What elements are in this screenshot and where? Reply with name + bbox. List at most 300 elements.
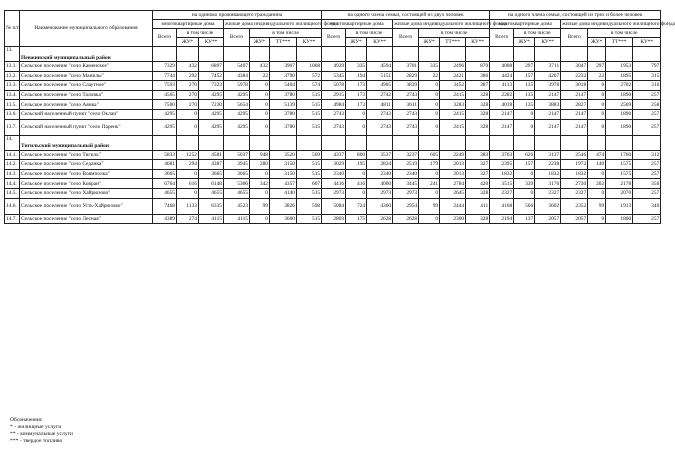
value-cell: 173 xyxy=(346,90,367,100)
value-cell: 6148 xyxy=(199,179,224,189)
value-cell: 339 xyxy=(514,179,535,189)
value-cell: 515 xyxy=(297,160,322,170)
empty-cell xyxy=(561,47,588,62)
empty-cell xyxy=(177,47,199,62)
value-cell: 0 xyxy=(514,119,535,135)
value-cell: 515 xyxy=(297,188,322,198)
value-cell: 173 xyxy=(346,81,367,91)
value-cell: 2194 xyxy=(490,214,514,224)
value-cell: 0 xyxy=(588,109,606,119)
value-cell: 335 xyxy=(346,62,367,72)
value-cell: 3520 xyxy=(270,150,297,160)
header-zhu: ЖУ* xyxy=(346,38,367,47)
value-cell: 4929 xyxy=(322,62,346,72)
value-cell: 297 xyxy=(514,62,535,72)
value-cell: 0 xyxy=(588,90,606,100)
value-cell: 0 xyxy=(346,169,367,179)
value-cell: 7323 xyxy=(199,81,224,91)
value-cell: 7329 xyxy=(153,62,177,72)
value-cell: 335 xyxy=(419,62,440,72)
document-page xyxy=(4,10,675,444)
empty-cell xyxy=(588,47,606,62)
value-cell: 312 xyxy=(633,150,661,160)
value-cell: 3839 xyxy=(393,81,419,91)
note-item: * - жилищные услуги xyxy=(10,424,62,430)
value-cell: 0 xyxy=(419,100,440,110)
value-cell: 2178 xyxy=(606,179,633,189)
value-cell: 800 xyxy=(346,150,367,160)
value-cell: 1133 xyxy=(177,198,199,214)
value-cell: 572 xyxy=(297,71,322,81)
value-cell: 515 xyxy=(297,119,322,135)
value-cell: 598 xyxy=(297,198,322,214)
header-incl: в том числе xyxy=(419,29,490,38)
value-cell: 724 xyxy=(346,198,367,214)
value-cell: 2340 xyxy=(322,169,346,179)
header-ku: КУ** xyxy=(199,38,224,47)
value-cell: 4008 xyxy=(490,62,514,72)
value-cell: 3018 xyxy=(561,81,588,91)
value-cell: 2973 xyxy=(367,188,393,198)
value-cell: 3826 xyxy=(270,198,297,214)
row-code: 13.7. xyxy=(5,119,20,135)
table-row xyxy=(5,198,661,214)
value-cell: 0 xyxy=(514,169,535,179)
row-code: 14.4. xyxy=(5,179,20,189)
row-code: 13.6. xyxy=(5,109,20,119)
header-total: Всего xyxy=(224,29,250,47)
value-cell: 4295 xyxy=(199,109,224,119)
value-cell: 3283 xyxy=(440,100,466,110)
value-cell: 274 xyxy=(177,214,199,224)
value-cell: 383 xyxy=(466,150,490,160)
value-cell: 2742 xyxy=(367,90,393,100)
value-cell: 5978 xyxy=(224,81,250,91)
value-cell: 4565 xyxy=(153,90,177,100)
value-cell: 294 xyxy=(177,160,199,170)
value-cell: 2147 xyxy=(535,119,561,135)
empty-cell xyxy=(561,135,588,150)
value-cell: 202 xyxy=(588,179,606,189)
value-cell: 3445 xyxy=(393,179,419,189)
value-cell: 1832 xyxy=(490,169,514,179)
value-cell: 7500 xyxy=(153,100,177,110)
table-row xyxy=(5,62,661,72)
value-cell: 179 xyxy=(419,160,440,170)
value-cell: 0 xyxy=(250,188,270,198)
header-ku: КУ** xyxy=(633,38,661,47)
value-cell: 1832 xyxy=(535,169,561,179)
header-ku: КУ** xyxy=(367,38,393,47)
row-code: 14.6. xyxy=(5,198,20,214)
row-name: Сельское поселение "село Аянка" xyxy=(20,100,153,110)
value-cell: 2057 xyxy=(535,214,561,224)
header-incl: в том числе xyxy=(250,29,322,38)
value-cell: 5404 xyxy=(270,81,297,91)
value-cell: 0 xyxy=(177,119,199,135)
empty-cell xyxy=(419,47,440,62)
value-cell: 3150 xyxy=(270,169,297,179)
value-cell: 2421 xyxy=(440,71,466,81)
value-cell: 2628 xyxy=(393,214,419,224)
value-cell: 3237 xyxy=(393,150,419,160)
value-cell: 157 xyxy=(514,71,535,81)
value-cell: 316 xyxy=(633,81,661,91)
value-cell: 5078 xyxy=(322,81,346,91)
value-cell: 4360 xyxy=(367,198,393,214)
value-cell: 3047 xyxy=(561,62,588,72)
empty-cell xyxy=(633,135,661,150)
value-cell: 1913 xyxy=(606,198,633,214)
value-cell: 328 xyxy=(466,188,490,198)
value-cell: 3978 xyxy=(535,81,561,91)
empty-cell xyxy=(367,47,393,62)
value-cell: 515 xyxy=(297,169,322,179)
table-row xyxy=(5,169,661,179)
value-cell: 574 xyxy=(297,81,322,91)
value-cell: 5037 xyxy=(224,150,250,160)
row-name: Сельское поселение "село Усть-Хайрюзово" xyxy=(20,198,153,214)
table-body xyxy=(5,47,661,224)
header-zhu: ЖУ* xyxy=(588,38,606,47)
value-cell: 328 xyxy=(466,100,490,110)
value-cell: 1890 xyxy=(606,109,633,119)
value-cell: 432 xyxy=(177,62,199,72)
value-cell: 2013 xyxy=(440,160,466,170)
legend-notes xyxy=(10,417,73,445)
value-cell: 4984 xyxy=(322,100,346,110)
empty-cell xyxy=(199,135,224,150)
empty-cell xyxy=(466,135,490,150)
value-cell: 2973 xyxy=(322,188,346,198)
value-cell: 2147 xyxy=(561,90,588,100)
header-total: Всего xyxy=(153,29,177,47)
row-name: Сельское поселение "село Лесная" xyxy=(20,214,153,224)
value-cell: 4295 xyxy=(224,90,250,100)
empty-cell xyxy=(322,47,346,62)
value-cell: 0 xyxy=(588,100,606,110)
table-row xyxy=(5,160,661,170)
value-cell: 4655 xyxy=(199,188,224,198)
value-cell: 257 xyxy=(633,90,661,100)
empty-cell xyxy=(440,135,466,150)
value-cell: 99 xyxy=(250,198,270,214)
value-cell: 327 xyxy=(466,169,490,179)
row-code: 14.2. xyxy=(5,160,20,170)
row-name: Сельское поселение "село Каменское" xyxy=(20,62,153,72)
empty-cell xyxy=(199,47,224,62)
empty-cell xyxy=(177,135,199,150)
value-cell: 135 xyxy=(514,90,535,100)
row-code: 13.1. xyxy=(5,62,20,72)
value-cell: 0 xyxy=(250,169,270,179)
header-zhu: ЖУ* xyxy=(514,38,535,47)
value-cell: 2282 xyxy=(490,90,514,100)
row-code: 13.4. xyxy=(5,90,20,100)
empty-cell xyxy=(393,47,419,62)
value-cell: 0 xyxy=(514,109,535,119)
region-row xyxy=(5,47,661,62)
header-incl: в том числе xyxy=(514,29,561,38)
value-cell: 2147 xyxy=(561,119,588,135)
value-cell: 4655 xyxy=(153,188,177,198)
value-cell: 4337 xyxy=(322,150,346,160)
value-cell: 4115 xyxy=(224,214,250,224)
value-cell: 4140 xyxy=(270,188,297,198)
value-cell: 797 xyxy=(633,62,661,72)
value-cell: 2743 xyxy=(322,119,346,135)
empty-cell xyxy=(224,47,250,62)
value-cell: 2702 xyxy=(606,81,633,91)
empty-cell xyxy=(440,47,466,62)
header-izhs-2: жилые дома индивидуального жилищного фонда xyxy=(394,20,507,27)
value-cell: 195 xyxy=(346,160,367,170)
value-cell: 257 xyxy=(633,119,661,135)
value-cell: 2415 xyxy=(440,90,466,100)
value-cell: 4905 xyxy=(367,81,393,91)
value-cell: 173 xyxy=(346,100,367,110)
table-row xyxy=(5,119,661,135)
header-total: Всего xyxy=(322,29,346,47)
value-cell: 22 xyxy=(588,71,606,81)
empty-cell xyxy=(297,47,322,62)
empty-cell xyxy=(535,47,561,62)
header-zhu: ЖУ* xyxy=(177,38,199,47)
value-cell: 1760 xyxy=(606,150,633,160)
value-cell: 4267 xyxy=(535,71,561,81)
value-cell: 257 xyxy=(633,109,661,119)
value-cell: 2340 xyxy=(393,169,419,179)
table-row xyxy=(5,214,661,224)
header-tt: ТТ*** xyxy=(606,38,633,47)
row-name: Сельское поселение "село Воямполка" xyxy=(20,169,153,179)
value-cell: 99 xyxy=(588,198,606,214)
empty-cell xyxy=(490,135,514,150)
value-cell: 328 xyxy=(466,214,490,224)
value-cell: 0 xyxy=(588,214,606,224)
value-cell: 474 xyxy=(588,150,606,160)
value-cell: 2645 xyxy=(440,188,466,198)
value-cell: 1575 xyxy=(606,169,633,179)
value-cell: 0 xyxy=(419,119,440,135)
empty-cell xyxy=(606,135,633,150)
value-cell: 2915 xyxy=(322,90,346,100)
value-cell: 5833 xyxy=(153,150,177,160)
row-code: 13.5. xyxy=(5,100,20,110)
value-cell: 948 xyxy=(250,150,270,160)
value-cell: 99 xyxy=(419,198,440,214)
value-cell: 0 xyxy=(419,188,440,198)
value-cell: 2973 xyxy=(393,188,419,198)
value-cell: 2743 xyxy=(393,90,419,100)
header-group3: на одного члена семьи, состоящей из трех и более человек xyxy=(490,11,661,20)
value-cell: 257 xyxy=(633,169,661,179)
value-cell: 7744 xyxy=(153,71,177,81)
value-cell: 342 xyxy=(250,179,270,189)
value-cell: 135 xyxy=(514,81,535,91)
empty-cell xyxy=(270,135,297,150)
header-total: Всего xyxy=(561,29,588,47)
value-cell: 2327 xyxy=(490,188,514,198)
value-cell: 2147 xyxy=(535,90,561,100)
value-cell: 3945 xyxy=(224,160,250,170)
value-cell: 2352 xyxy=(561,198,588,214)
value-cell: 0 xyxy=(177,169,199,179)
value-cell: 2444 xyxy=(440,198,466,214)
value-cell: 1895 xyxy=(606,71,633,81)
value-cell: 2743 xyxy=(322,109,346,119)
header-total: Всего xyxy=(393,29,419,47)
empty-cell xyxy=(606,47,633,62)
empty-cell xyxy=(153,135,177,150)
empty-cell xyxy=(393,135,419,150)
table-row xyxy=(5,188,661,198)
value-cell: 4295 xyxy=(199,119,224,135)
table-row xyxy=(5,71,661,81)
value-cell: 420 xyxy=(466,179,490,189)
value-cell: 2249 xyxy=(440,150,466,160)
header-name: Наименование муниципального образования xyxy=(20,11,153,47)
value-cell: 0 xyxy=(250,90,270,100)
value-cell: 2496 xyxy=(440,62,466,72)
header-group1: на одиноко проживающего гражданина xyxy=(153,11,322,20)
value-cell: 0 xyxy=(250,109,270,119)
value-cell: 2300 xyxy=(440,214,466,224)
value-cell: 4295 xyxy=(224,119,250,135)
empty-cell xyxy=(270,47,297,62)
row-name: Сельское поселение "село Таловка" xyxy=(20,90,153,100)
value-cell: 1800 xyxy=(606,214,633,224)
value-cell: 0 xyxy=(514,188,535,198)
tariff-table xyxy=(4,10,675,224)
row-code: 13.3. xyxy=(5,81,20,91)
header-tt: ТТ*** xyxy=(270,38,297,47)
value-cell: 4416 xyxy=(322,179,346,189)
header-izhs-3: жилые дома индивидуального жилищного фонда xyxy=(562,20,675,27)
notes-title: Обозначения: xyxy=(10,417,43,423)
value-cell: 0 xyxy=(419,81,440,91)
value-cell: 386 xyxy=(466,71,490,81)
value-cell: 6897 xyxy=(199,62,224,72)
value-cell: 0 xyxy=(346,119,367,135)
empty-cell xyxy=(153,47,177,62)
value-cell: 2057 xyxy=(561,214,588,224)
value-cell: 3602 xyxy=(535,198,561,214)
empty-cell xyxy=(633,47,661,62)
value-cell: 258 xyxy=(633,100,661,110)
empty-cell xyxy=(224,135,250,150)
empty-cell xyxy=(346,135,367,150)
value-cell: 605 xyxy=(419,150,440,160)
value-cell: 350 xyxy=(633,179,661,189)
value-cell: 4681 xyxy=(153,160,177,170)
value-cell: 4384 xyxy=(224,71,250,81)
value-cell: 3780 xyxy=(270,109,297,119)
value-cell: 3176 xyxy=(535,179,561,189)
row-name: Сельский населенный пункт "село Оклан" xyxy=(20,109,153,119)
value-cell: 515 xyxy=(297,214,322,224)
value-cell: 3711 xyxy=(535,62,561,72)
value-cell: 2070 xyxy=(606,188,633,198)
row-code: 14.1. xyxy=(5,150,20,160)
region-code: 13. xyxy=(5,47,20,62)
value-cell: 1068 xyxy=(297,62,322,72)
empty-cell xyxy=(466,47,490,62)
value-cell: 515 xyxy=(297,90,322,100)
value-cell: 1890 xyxy=(606,90,633,100)
note-item: ** - коммунальные услуги xyxy=(10,431,73,437)
header-ku: КУ** xyxy=(297,38,322,47)
value-cell: 4523 xyxy=(224,198,250,214)
value-cell: 2013 xyxy=(440,169,466,179)
value-cell: 569 xyxy=(297,150,322,160)
value-cell: 6764 xyxy=(153,179,177,189)
empty-cell xyxy=(588,135,606,150)
empty-cell xyxy=(514,135,535,150)
header-tt: ТТ*** xyxy=(440,38,466,47)
value-cell: 0 xyxy=(346,188,367,198)
value-cell: 2546 xyxy=(561,150,588,160)
value-cell: 4113 xyxy=(490,81,514,91)
value-cell: 328 xyxy=(466,109,490,119)
value-cell: 3611 xyxy=(393,100,419,110)
value-cell: 616 xyxy=(177,179,199,189)
value-cell: 3780 xyxy=(270,90,297,100)
value-cell: 2743 xyxy=(367,119,393,135)
header-mkd-1: многоквартирные дома xyxy=(153,20,224,29)
value-cell: 2519 xyxy=(393,160,419,170)
value-cell: 327 xyxy=(466,160,490,170)
header-group2: на одного члена семьи, состоящей из двух человек xyxy=(322,11,490,20)
value-cell: 2340 xyxy=(367,169,393,179)
row-name: Сельское поселение "село Ковран" xyxy=(20,179,153,189)
value-cell: 432 xyxy=(250,62,270,72)
value-cell: 175 xyxy=(346,214,367,224)
value-cell: 292 xyxy=(177,71,199,81)
value-cell: 515 xyxy=(297,100,322,110)
value-cell: 0 xyxy=(588,169,606,179)
value-cell: 3537 xyxy=(367,150,393,160)
value-cell: 2628 xyxy=(367,214,393,224)
value-cell: 5345 xyxy=(322,71,346,81)
value-cell: 4018 xyxy=(490,100,514,110)
empty-cell xyxy=(297,135,322,150)
empty-cell xyxy=(346,47,367,62)
value-cell: 0 xyxy=(419,169,440,179)
value-cell: 0 xyxy=(419,214,440,224)
value-cell: 870 xyxy=(466,62,490,72)
value-cell: 257 xyxy=(633,214,661,224)
value-cell: 3780 xyxy=(270,119,297,135)
value-cell: 2147 xyxy=(535,109,561,119)
value-cell: 2784 xyxy=(440,179,466,189)
value-cell: 0 xyxy=(250,100,270,110)
value-cell: 4387 xyxy=(199,160,224,170)
value-cell: 3029 xyxy=(322,160,346,170)
value-cell: 387 xyxy=(466,81,490,91)
value-cell: 4295 xyxy=(199,90,224,100)
value-cell: 2743 xyxy=(393,109,419,119)
value-cell: 4389 xyxy=(153,214,177,224)
empty-cell xyxy=(514,47,535,62)
row-name: Сельское поселение "село Слаутное" xyxy=(20,81,153,91)
value-cell: 2238 xyxy=(535,160,561,170)
value-cell: 4000 xyxy=(367,179,393,189)
value-cell: 2569 xyxy=(606,100,633,110)
value-cell: 2327 xyxy=(561,188,588,198)
header-total: Всего xyxy=(490,29,514,47)
table-row xyxy=(5,81,661,91)
